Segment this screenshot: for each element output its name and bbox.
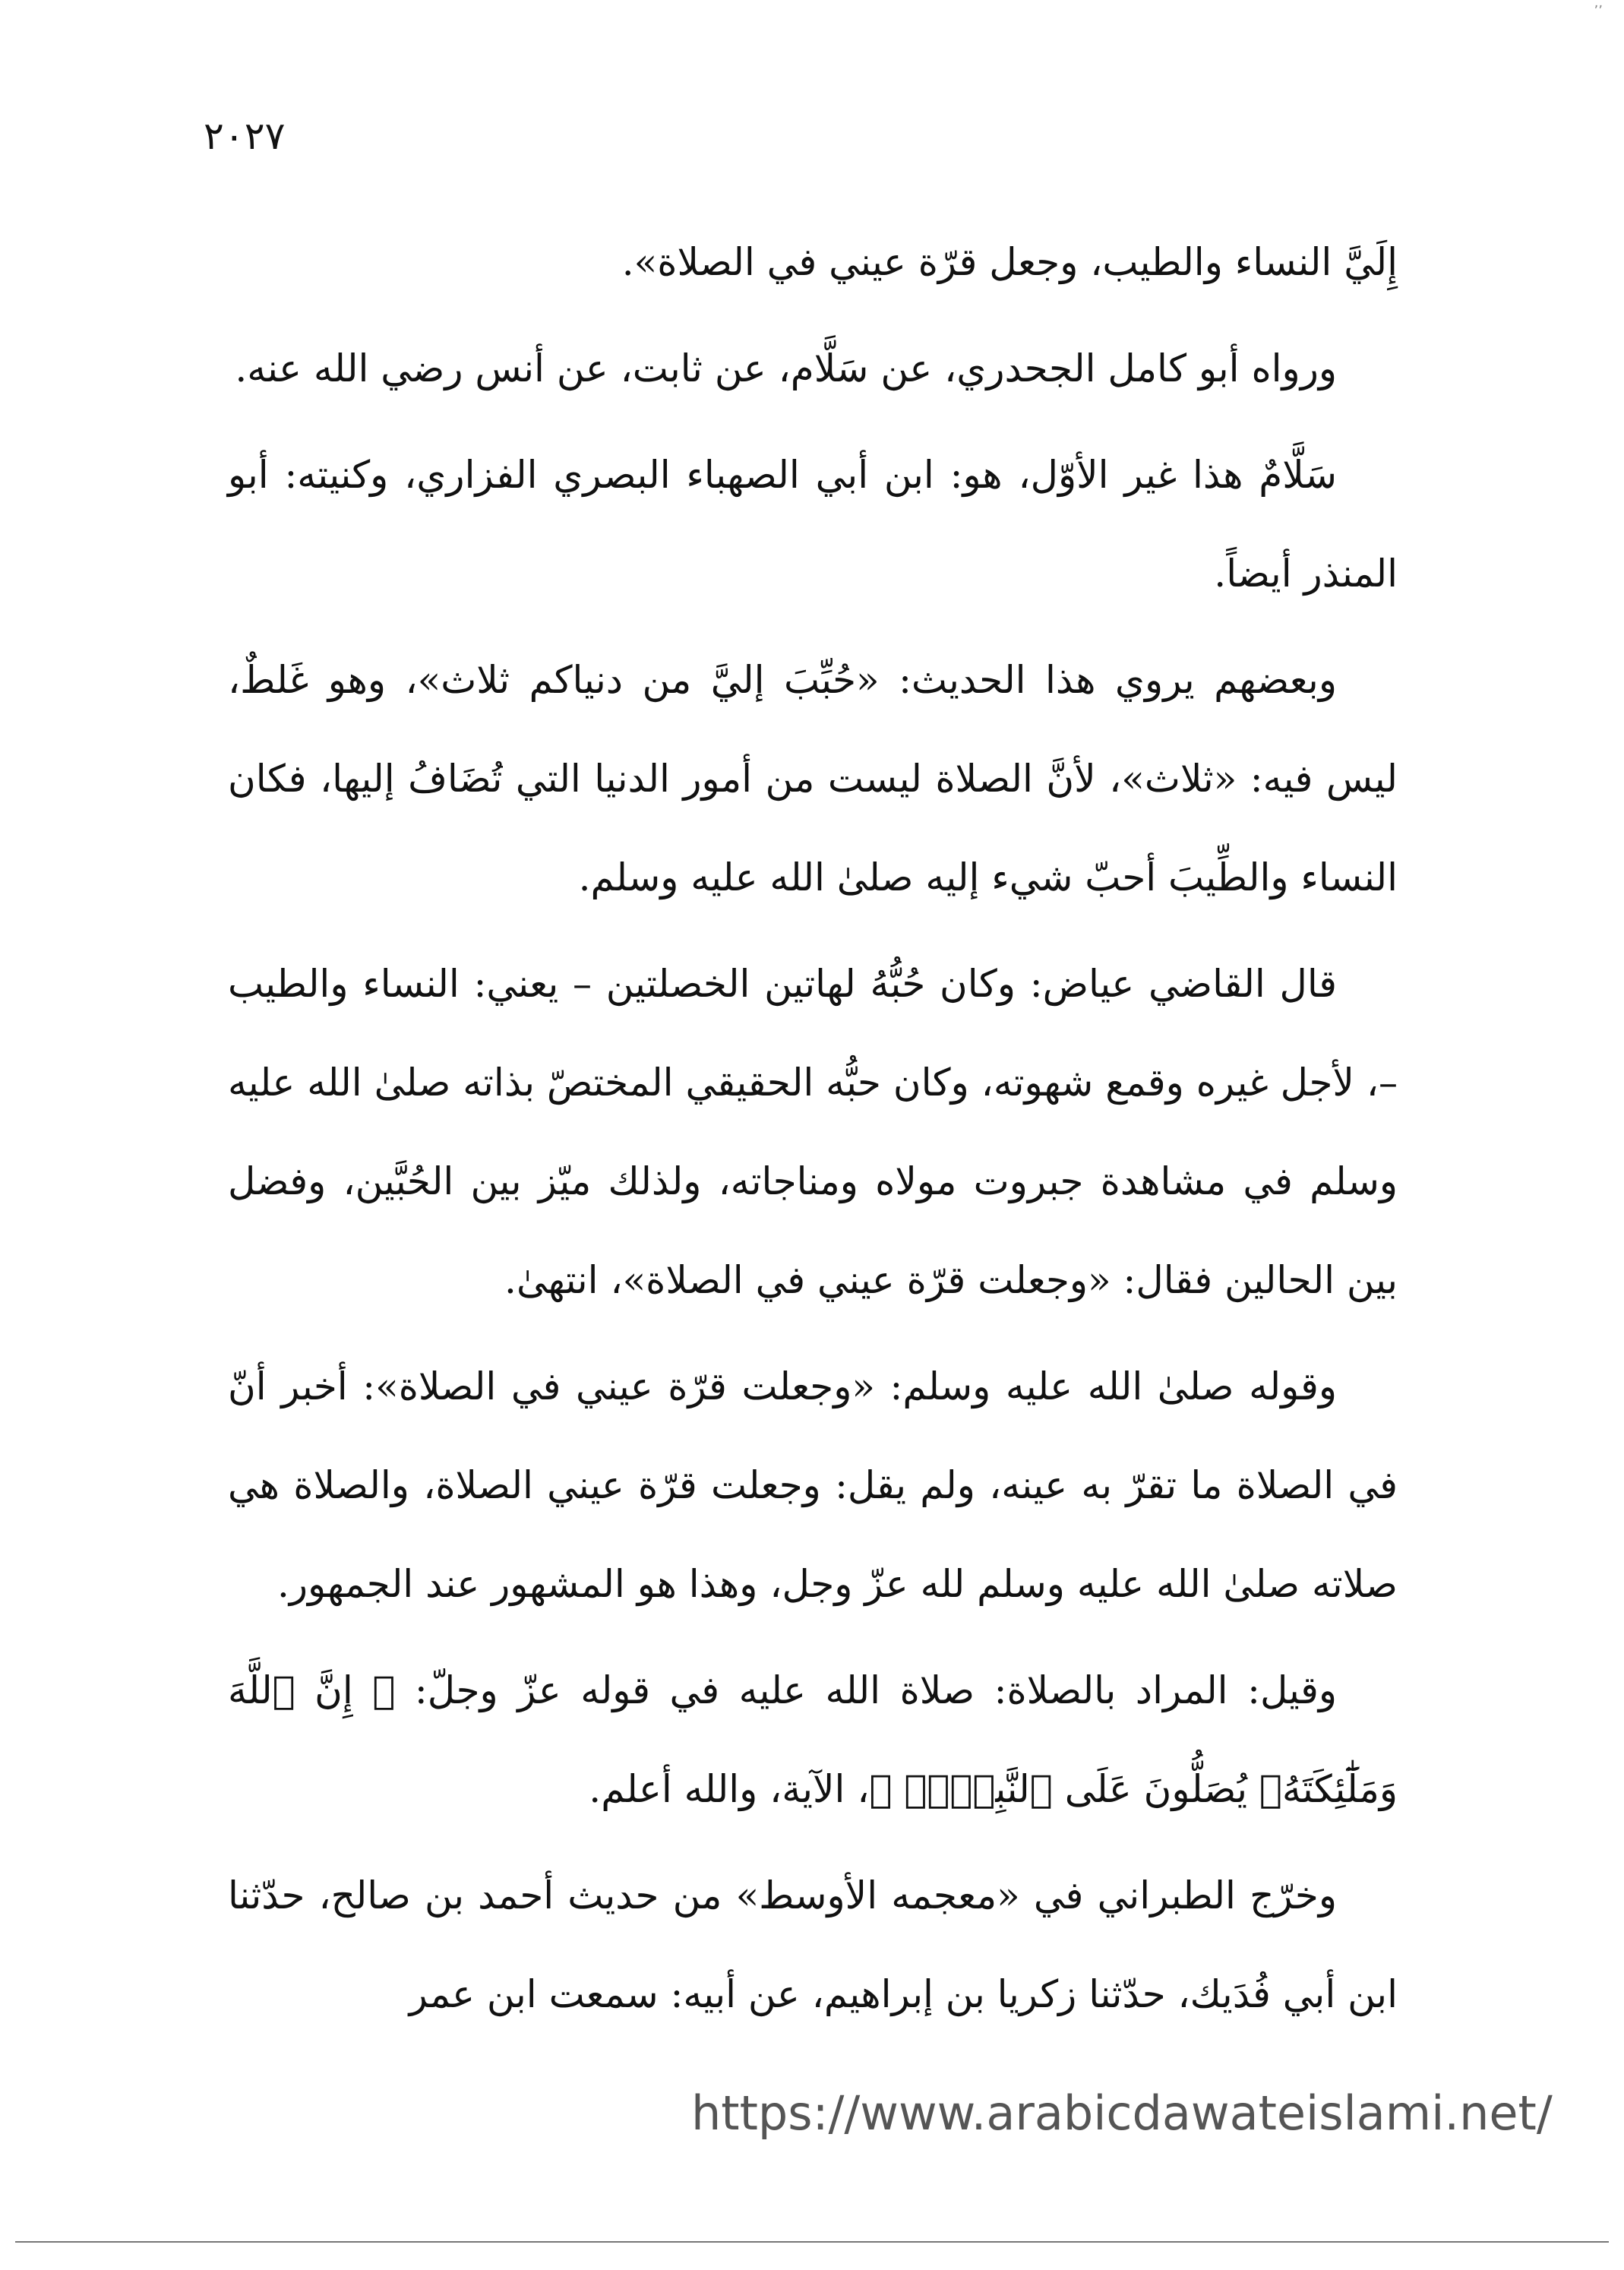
bottom-rule [15, 2241, 1609, 2243]
paragraph-qurrat-ayni: وقوله صلىٰ الله عليه وسلم: «وجعلت قرّة عيني في الصلاة»: أخبر أنّ في الصلاة ما تقرّ به عينه، ولم يقل: وجعلت قرّة عيني الصلاة، والصلاة هي صلاته صلىٰ الله عليه وسلم لله عزّ وجل، وهذا هو المشهور عند الجمهور. [228, 1364, 1398, 1606]
paragraph-thalath: وبعضهم يروي هذا الحديث: «حُبِّبَ إليَّ من دنياكم ثلاث»، وهو غَلطٌ، ليس فيه: «ثلاث»، لأنَّ الصلاة ليست من أمور الدنيا التي تُضَافُ إليها، فكان النساء والطِّيبَ أحبّ شيء إليه صلىٰ الله عليه وسلم. [228, 658, 1398, 899]
corner-mark: ٬٬ [1594, 3, 1603, 19]
paragraph-sallam: سَلَّامٌ هذا غير الأوّل، هو: ابن أبي الصهباء البصري الفزاري، وكنيته: أبو المنذر أيضاً. [228, 453, 1398, 596]
paragraph-continuation: إِلَيَّ النساء والطيب، وجعل قرّة عيني في الصلاة». [621, 240, 1398, 284]
paragraph-tabarani: وخرّج الطبراني في «معجمه الأوسط» من حديث أحمد بن صالح، حدّثنا ابن أبي فُدَيك، حدّثنا زكريا بن إبراهيم، عن أبيه: سمعت ابن عمر [228, 1873, 1398, 2016]
page-number: ٢٠٢٧ [204, 114, 286, 158]
page-body [228, 213, 1398, 2051]
paragraph-qadi-iyad: قال القاضي عياض: وكان حُبُّهُ لهاتين الخصلتين – يعني: النساء والطيب –، لأجل غيره وقمع شهوته، وكان حبُّه الحقيقي المختصّ بذاته صلىٰ الله عليه وسلم في مشاهدة جبروت مولاه ومناجاته، ولذلك ميّز بين الحُبَّين، وفضل بين الحالين فقال: «وجعلت قرّة عيني في الصلاة»، انتهىٰ. [228, 962, 1398, 1302]
paragraph-abu-kamil: ورواه أبو كامل الجحدري، عن سَلَّام، عن ثابت، عن أنس رضي الله عنه. [235, 346, 1337, 390]
paragraph-quran-verse: وقيل: المراد بالصلاة: صلاة الله عليه في قوله عزّ وجلّ: ﴿ إِنَّ ٱللَّهَ وَمَلَٰٓئِكَتَهُۥ يُصَلُّونَ عَلَى ٱلنَّبِيِّۚ ﴾، الآية، والله أعلم. [228, 1668, 1398, 1811]
watermark-url: https://www.arabicdawateislami.net/ [691, 2085, 1553, 2141]
